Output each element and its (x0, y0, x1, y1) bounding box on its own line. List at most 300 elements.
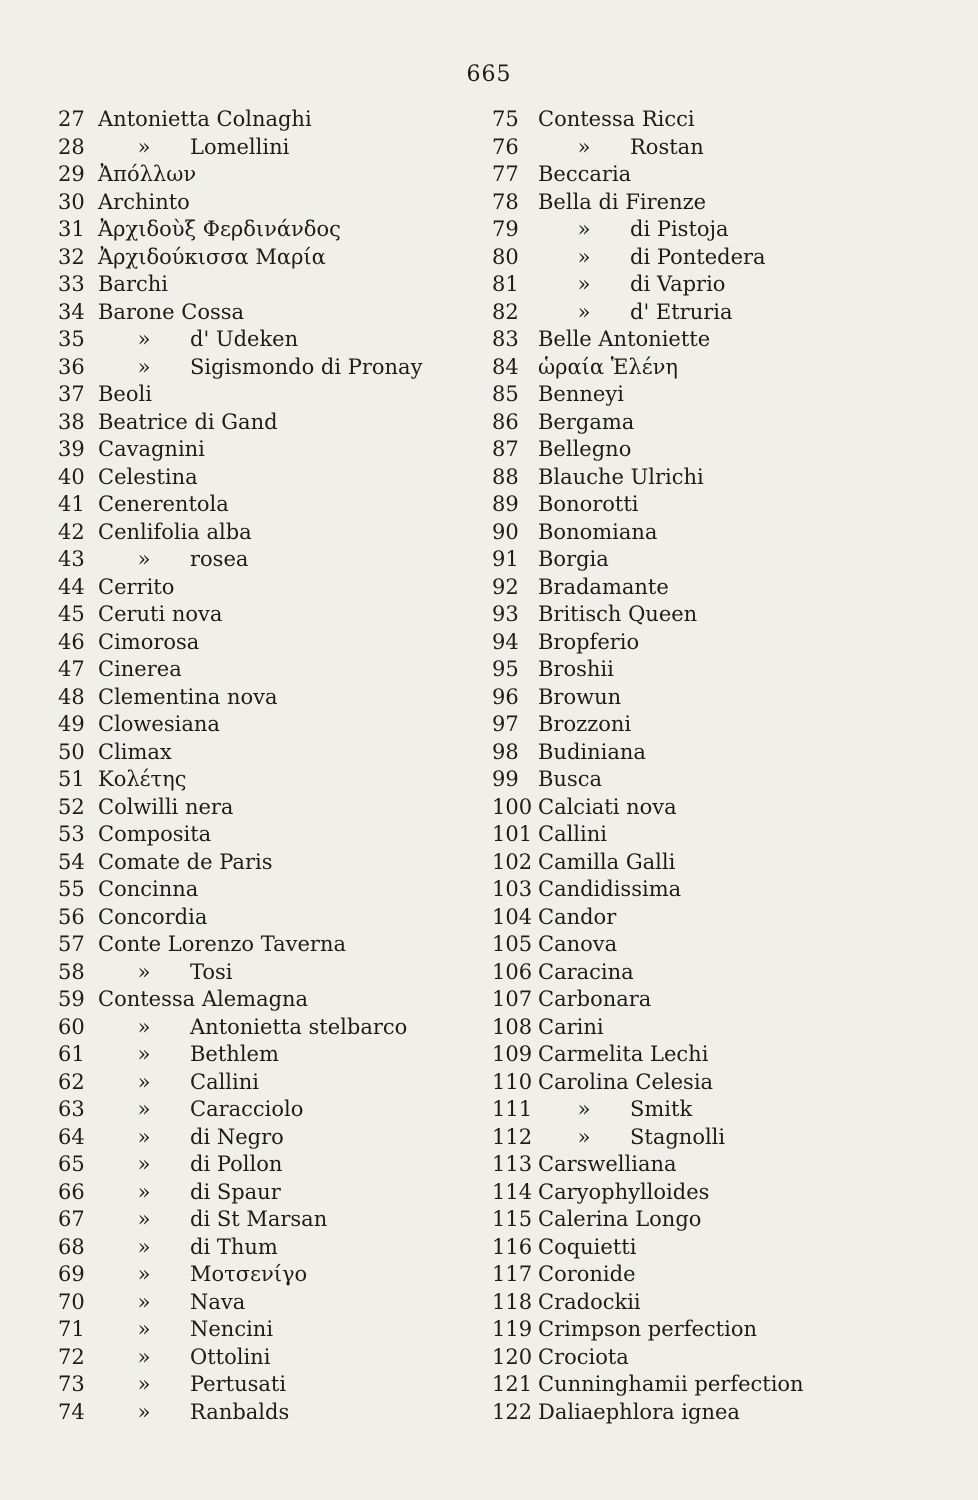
entry-number: 115 (492, 1207, 533, 1231)
list-item (492, 491, 912, 519)
entry-number: 79 (492, 217, 519, 241)
entry-number: 92 (492, 574, 519, 599)
ditto-mark: » (137, 1234, 151, 1259)
entry-name: Candor (538, 904, 617, 929)
entry-name: di Negro (190, 1124, 284, 1149)
entry-number: 60 (58, 1014, 85, 1039)
entry-number: 56 (58, 904, 85, 929)
ditto-mark: » (137, 1317, 151, 1341)
list-item (58, 299, 458, 327)
list-item (58, 464, 458, 492)
entry-number: 61 (58, 1042, 85, 1066)
entry-number: 89 (492, 492, 519, 516)
entry-number: 87 (492, 437, 519, 461)
list-item (58, 189, 458, 217)
entry-number: 47 (58, 657, 85, 681)
entry-name: Cenerentola (98, 492, 229, 516)
entry-number: 73 (58, 1372, 85, 1396)
entry-number: 108 (492, 1014, 533, 1039)
list-item (492, 711, 912, 739)
entry-number: 93 (492, 602, 519, 626)
entry-number: 31 (58, 217, 85, 241)
entry-number: 51 (58, 767, 85, 791)
entry-number: 28 (58, 134, 85, 159)
entry-number: 45 (58, 602, 85, 626)
entry-name: Contessa Alemagna (98, 987, 309, 1011)
entry-name: Smitk (630, 1097, 693, 1121)
entry-name: Lomellini (190, 134, 290, 159)
entry-number: 122 (492, 1399, 533, 1424)
entry-number: 90 (492, 519, 519, 544)
list-item (492, 601, 912, 629)
list-item (58, 491, 458, 519)
list-item (492, 436, 912, 464)
entry-number: 44 (58, 574, 85, 599)
ditto-mark: » (137, 1069, 151, 1094)
entry-number: 95 (492, 657, 519, 681)
ditto-mark: » (137, 547, 151, 571)
ditto-mark: » (137, 1399, 151, 1424)
entry-name: Cimorosa (98, 629, 200, 654)
entry-number: 94 (492, 629, 519, 654)
list-item (492, 1316, 912, 1344)
entry-name: Caracciolo (190, 1097, 304, 1121)
list-item (492, 1014, 912, 1042)
entry-name: Concordia (98, 904, 208, 929)
entry-number: 40 (58, 464, 85, 489)
entry-number: 55 (58, 877, 85, 901)
list-item (58, 1096, 458, 1124)
list-item (492, 216, 912, 244)
list-item (492, 849, 912, 877)
entry-name: Carbonara (538, 987, 652, 1011)
entry-name: Cinerea (98, 657, 182, 681)
left-column (58, 106, 458, 1426)
ditto-mark: » (137, 327, 151, 351)
list-item (58, 931, 458, 959)
list-item (58, 1124, 458, 1152)
list-item (58, 354, 458, 382)
list-item (492, 409, 912, 437)
entry-number: 86 (492, 409, 519, 434)
list-item (58, 656, 458, 684)
list-item (492, 106, 912, 134)
list-item (492, 1206, 912, 1234)
entry-name: Clowesiana (98, 712, 220, 736)
entry-number: 48 (58, 684, 85, 709)
list-item (492, 1151, 912, 1179)
entry-name: Callini (538, 822, 607, 846)
ditto-mark: » (577, 272, 591, 296)
entry-name: Benneyi (538, 382, 624, 406)
entry-number: 77 (492, 162, 519, 186)
entry-name: Climax (98, 739, 172, 764)
list-item (492, 904, 912, 932)
list-item (58, 1179, 458, 1207)
entry-number: 72 (58, 1344, 85, 1369)
entry-name: Ottolini (190, 1344, 271, 1369)
list-item (492, 794, 912, 822)
entry-number: 36 (58, 354, 85, 379)
entry-name: Κολέτης (98, 767, 187, 791)
entry-name: Calerina Longo (538, 1207, 702, 1231)
list-item (58, 1151, 458, 1179)
entry-name: Daliaephlora ignea (538, 1399, 740, 1424)
entry-number: 84 (492, 354, 519, 379)
entry-name: Britisch Queen (538, 602, 698, 626)
entry-number: 35 (58, 327, 85, 351)
ditto-mark: » (577, 299, 591, 324)
entry-number: 52 (58, 794, 85, 819)
list-item (492, 766, 912, 794)
entry-number: 49 (58, 712, 85, 736)
entry-number: 68 (58, 1234, 85, 1259)
entry-number: 70 (58, 1289, 85, 1314)
entry-number: 50 (58, 739, 85, 764)
entry-name: Barone Cossa (98, 299, 245, 324)
list-item (58, 271, 458, 299)
entry-number: 102 (492, 849, 533, 874)
ditto-mark: » (577, 217, 591, 241)
entry-name: Cunninghamii perfection (538, 1372, 804, 1396)
list-item (58, 1206, 458, 1234)
list-item (58, 244, 458, 272)
list-item (58, 986, 458, 1014)
list-item (58, 711, 458, 739)
entry-number: 105 (492, 932, 533, 956)
entry-name: Brozzoni (538, 712, 632, 736)
list-item (58, 904, 458, 932)
entry-name: Composita (98, 822, 212, 846)
entry-number: 53 (58, 822, 85, 846)
ditto-mark: » (577, 244, 591, 269)
list-item (492, 354, 912, 382)
entry-name: d' Udeken (190, 327, 299, 351)
entry-number: 76 (492, 134, 519, 159)
ditto-mark: » (137, 1124, 151, 1149)
list-item (58, 876, 458, 904)
list-item (492, 1289, 912, 1317)
entry-name: Coquietti (538, 1234, 637, 1259)
ditto-mark: » (137, 1097, 151, 1121)
entry-name: Cerrito (98, 574, 175, 599)
list-item (58, 574, 458, 602)
entry-name: Clementina nova (98, 684, 278, 709)
list-item (58, 519, 458, 547)
list-item (492, 1344, 912, 1372)
entry-number: 96 (492, 684, 519, 709)
list-item (58, 134, 458, 162)
entry-name: Bethlem (190, 1042, 279, 1066)
entry-name: Cenlifolia alba (98, 519, 252, 544)
entry-name: Contessa Ricci (538, 107, 695, 131)
list-item (58, 794, 458, 822)
entry-number: 111 (492, 1097, 533, 1121)
list-item (58, 161, 458, 189)
entry-name: d' Etruria (630, 299, 733, 324)
entry-number: 113 (492, 1152, 533, 1176)
ditto-mark: » (577, 1097, 591, 1121)
entry-name: Rostan (630, 134, 704, 159)
list-item (492, 1179, 912, 1207)
list-item (58, 1041, 458, 1069)
entry-number: 42 (58, 519, 85, 544)
entry-name: Bropferio (538, 629, 640, 654)
entry-name: Coronide (538, 1262, 636, 1286)
entry-name: Antonietta Colnaghi (98, 107, 312, 131)
entry-name: Ἀπόλλων (98, 162, 197, 186)
list-item (492, 821, 912, 849)
entry-number: 59 (58, 987, 85, 1011)
entry-name: Celestina (98, 464, 198, 489)
entry-name: Colwilli nera (98, 794, 234, 819)
entry-number: 100 (492, 794, 533, 819)
entry-name: di Vaprio (630, 272, 726, 296)
list-item (492, 519, 912, 547)
entry-number: 62 (58, 1069, 85, 1094)
entry-name: Ceruti nova (98, 602, 223, 626)
list-item (492, 931, 912, 959)
entry-number: 114 (492, 1179, 533, 1204)
right-column (492, 106, 912, 1426)
list-item (492, 134, 912, 162)
entry-number: 63 (58, 1097, 85, 1121)
entry-name: Carini (538, 1014, 604, 1039)
list-item (492, 1124, 912, 1152)
ditto-mark: » (137, 959, 151, 984)
entry-name: Belle Antoniette (538, 327, 711, 351)
list-item (492, 271, 912, 299)
entry-number: 97 (492, 712, 519, 736)
entry-number: 64 (58, 1124, 85, 1149)
entry-number: 117 (492, 1262, 533, 1286)
entry-number: 65 (58, 1152, 85, 1176)
list-item (58, 1399, 458, 1427)
list-item (492, 574, 912, 602)
list-item (492, 684, 912, 712)
entry-number: 112 (492, 1124, 533, 1149)
ditto-mark: » (137, 354, 151, 379)
entry-number: 41 (58, 492, 85, 516)
entry-number: 54 (58, 849, 85, 874)
list-item (492, 381, 912, 409)
entry-number: 98 (492, 739, 519, 764)
list-item (58, 106, 458, 134)
entry-name: Cradockii (538, 1289, 641, 1314)
list-item (58, 1014, 458, 1042)
list-item (492, 1234, 912, 1262)
entry-name: Antonietta stelbarco (190, 1014, 408, 1039)
ditto-mark: » (137, 1289, 151, 1314)
ditto-mark: » (137, 134, 151, 159)
entry-number: 39 (58, 437, 85, 461)
entry-number: 38 (58, 409, 85, 434)
list-item (58, 1344, 458, 1372)
list-item (58, 436, 458, 464)
entry-name: di Thum (190, 1234, 278, 1259)
entry-number: 118 (492, 1289, 533, 1314)
entry-name: Ἀρχιδούκισσα Μαρία (98, 244, 326, 269)
list-item (492, 986, 912, 1014)
entry-name: Ranbalds (190, 1399, 290, 1424)
entry-name: Beoli (98, 382, 152, 406)
ditto-mark: » (137, 1014, 151, 1039)
entry-number: 30 (58, 189, 85, 214)
entry-name: Ἀρχιδοὺξ Φερδινάνδος (98, 217, 341, 241)
entry-number: 91 (492, 547, 519, 571)
entry-number: 121 (492, 1372, 533, 1396)
entry-number: 34 (58, 299, 85, 324)
entry-name: Nava (190, 1289, 246, 1314)
entry-number: 66 (58, 1179, 85, 1204)
list-item (58, 1261, 458, 1289)
list-item (58, 326, 458, 354)
entry-name: Beccaria (538, 162, 632, 186)
entry-name: Stagnolli (630, 1124, 726, 1149)
entry-name: Bonomiana (538, 519, 658, 544)
entry-number: 69 (58, 1262, 85, 1286)
entry-number: 74 (58, 1399, 85, 1424)
entry-name: Browun (538, 684, 622, 709)
entry-number: 116 (492, 1234, 533, 1259)
entry-number: 82 (492, 299, 519, 324)
entry-name: Carolina Celesia (538, 1069, 714, 1094)
ditto-mark: » (137, 1262, 151, 1286)
entry-number: 88 (492, 464, 519, 489)
entry-number: 75 (492, 107, 519, 131)
list-item (492, 189, 912, 217)
ditto-mark: » (577, 134, 591, 159)
list-item (58, 849, 458, 877)
entry-name: di Pollon (190, 1152, 283, 1176)
entry-number: 107 (492, 987, 533, 1011)
list-item (492, 1096, 912, 1124)
entry-name: di Pontedera (630, 244, 766, 269)
entry-name: Archinto (98, 189, 190, 214)
entry-number: 43 (58, 547, 85, 571)
entry-name: Bergama (538, 409, 635, 434)
entry-name: Comate de Paris (98, 849, 273, 874)
entry-name: Pertusati (190, 1372, 287, 1396)
entry-name: Bradamante (538, 574, 669, 599)
entry-name: Nencini (190, 1317, 274, 1341)
entry-name: Carmelita Lechi (538, 1042, 709, 1066)
list-item (492, 244, 912, 272)
entry-number: 58 (58, 959, 85, 984)
entry-name: Beatrice di Gand (98, 409, 278, 434)
entry-name: di Spaur (190, 1179, 281, 1204)
ditto-mark: » (137, 1152, 151, 1176)
list-item (58, 1289, 458, 1317)
entry-number: 57 (58, 932, 85, 956)
list-item (58, 381, 458, 409)
entry-name: di St Marsan (190, 1207, 328, 1231)
list-item (58, 546, 458, 574)
entry-name: Bonorotti (538, 492, 639, 516)
entry-name: Conte Lorenzo Taverna (98, 932, 347, 956)
entry-number: 99 (492, 767, 519, 791)
list-item (492, 876, 912, 904)
list-item (492, 629, 912, 657)
entry-number: 101 (492, 822, 533, 846)
entry-name: Broshii (538, 657, 614, 681)
entry-name: Sigismondo di Pronay (190, 354, 423, 379)
entry-name: Bella di Firenze (538, 189, 707, 214)
ditto-mark: » (137, 1179, 151, 1204)
entry-name: Concinna (98, 877, 199, 901)
list-item (58, 766, 458, 794)
list-item (492, 1399, 912, 1427)
entry-number: 120 (492, 1344, 533, 1369)
entry-number: 81 (492, 272, 519, 296)
list-item (492, 464, 912, 492)
list-item (492, 959, 912, 987)
ditto-mark: » (137, 1344, 151, 1369)
entry-number: 71 (58, 1317, 85, 1341)
entry-number: 119 (492, 1317, 533, 1341)
entry-number: 78 (492, 189, 519, 214)
ditto-mark: » (137, 1207, 151, 1231)
list-item (492, 326, 912, 354)
list-item (58, 1069, 458, 1097)
list-item (58, 1316, 458, 1344)
entry-name: Busca (538, 767, 603, 791)
entry-name: Μοτσενίγο (190, 1262, 308, 1286)
entry-number: 32 (58, 244, 85, 269)
list-item (492, 1069, 912, 1097)
list-item (58, 1371, 458, 1399)
entry-name: Budiniana (538, 739, 646, 764)
list-item (58, 684, 458, 712)
list-item (492, 161, 912, 189)
entry-number: 83 (492, 327, 519, 351)
entry-number: 110 (492, 1069, 533, 1094)
list-item (58, 629, 458, 657)
entry-name: Bellegno (538, 437, 632, 461)
entry-name: Crimpson perfection (538, 1317, 757, 1341)
entry-name: rosea (190, 547, 249, 571)
entry-number: 37 (58, 382, 85, 406)
entry-number: 80 (492, 244, 519, 269)
entry-name: di Pistoja (630, 217, 729, 241)
list-item (492, 739, 912, 767)
list-item (492, 299, 912, 327)
entry-number: 67 (58, 1207, 85, 1231)
entry-name: Callini (190, 1069, 259, 1094)
ditto-mark: » (137, 1372, 151, 1396)
list-item (492, 1041, 912, 1069)
list-item (58, 1234, 458, 1262)
entry-name: Cavagnini (98, 437, 205, 461)
entry-number: 29 (58, 162, 85, 186)
entry-number: 33 (58, 272, 85, 296)
entry-name: Caracina (538, 959, 634, 984)
entry-name: Blauche Ulrichi (538, 464, 704, 489)
entry-name: Carswelliana (538, 1152, 677, 1176)
entry-name: Candidissima (538, 877, 682, 901)
list-item (58, 601, 458, 629)
entry-number: 85 (492, 382, 519, 406)
entry-name: ὡραία Ἑλένη (538, 354, 678, 379)
entry-name: Camilla Galli (538, 849, 676, 874)
entry-name: Canova (538, 932, 618, 956)
list-item (58, 821, 458, 849)
page-number: 665 (466, 62, 512, 87)
entry-name: Caryophylloides (538, 1179, 710, 1204)
entry-number: 46 (58, 629, 85, 654)
list-item (58, 959, 458, 987)
entry-name: Barchi (98, 272, 168, 296)
